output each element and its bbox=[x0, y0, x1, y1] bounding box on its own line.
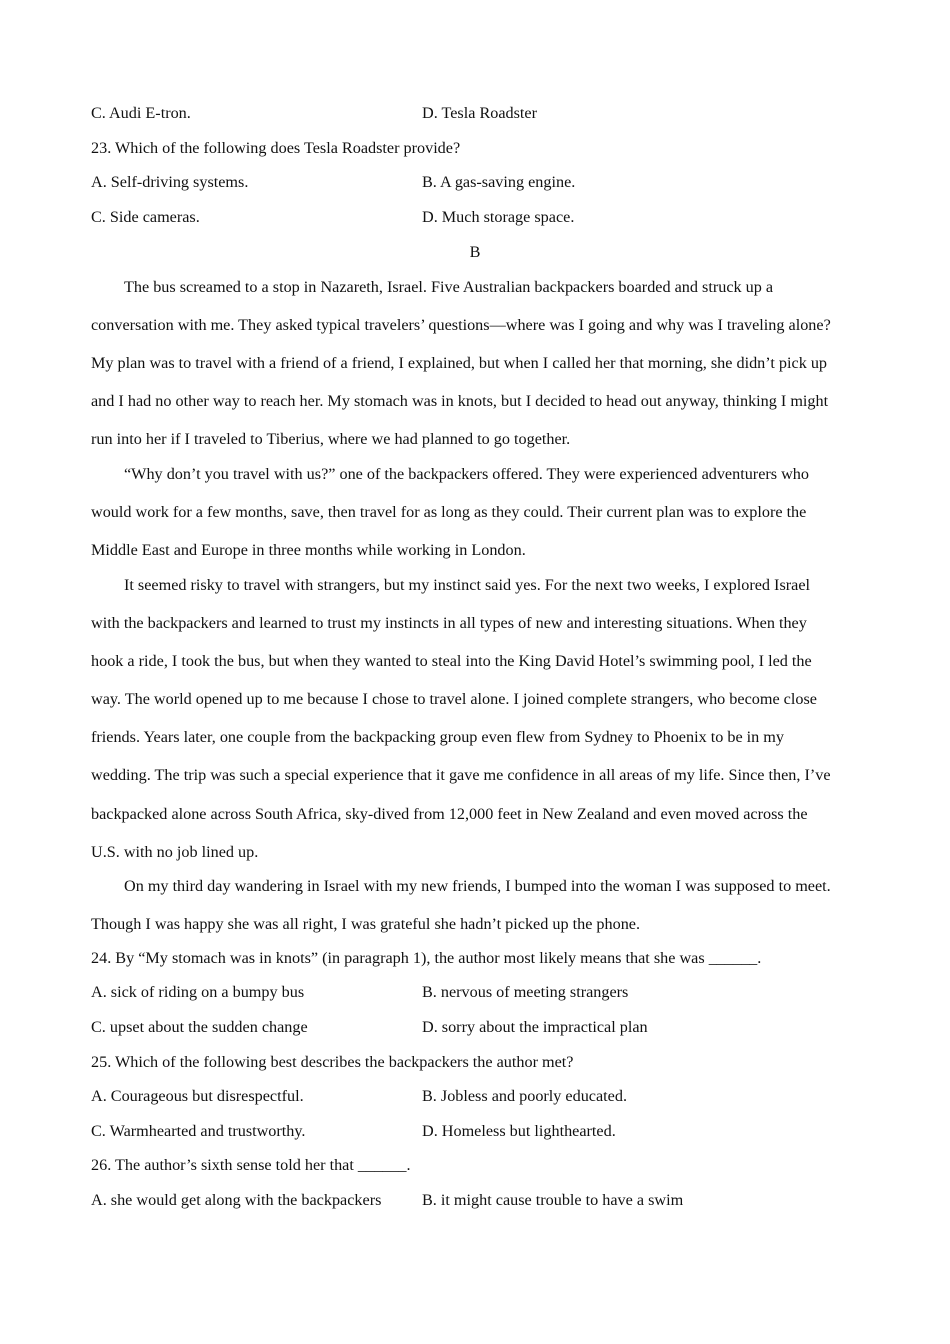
passage-line: conversation with me. They asked typical travelers’ questions—where was I going and why was I traveling alone? bbox=[91, 316, 831, 335]
q26-option-a: A. she would get along with the backpackers bbox=[91, 1191, 382, 1209]
q26-stem: 26. The author’s sixth sense told her that ______. bbox=[91, 1156, 411, 1174]
q24-option-d: D. sorry about the impractical plan bbox=[422, 1018, 648, 1036]
q24-option-b: B. nervous of meeting strangers bbox=[422, 983, 629, 1001]
q25-option-a: A. Courageous but disrespectful. bbox=[91, 1087, 304, 1105]
q24-option-a: A. sick of riding on a bumpy bus bbox=[91, 983, 305, 1001]
passage-line: It seemed risky to travel with strangers, but my instinct said yes. For the next two weeks, I explored Israel bbox=[124, 576, 811, 594]
q25-stem: 25. Which of the following best describes the backpackers the author met? bbox=[91, 1053, 574, 1071]
passage-line: and I had no other way to reach her. My stomach was in knots, but I decided to head out anyway, thinking I might bbox=[91, 392, 829, 411]
passage-paragraph-3 bbox=[91, 566, 861, 871]
passage-line: The bus screamed to a stop in Nazareth, Israel. Five Australian backpackers boarded and struck up a bbox=[124, 278, 774, 296]
q23-stem: 23. Which of the following does Tesla Roadster provide? bbox=[91, 139, 461, 157]
passage-line: U.S. with no job lined up. bbox=[91, 842, 259, 861]
q22-option-d: D. Tesla Roadster bbox=[422, 104, 538, 122]
q25-option-d: D. Homeless but lighthearted. bbox=[422, 1122, 616, 1140]
q23-option-b: B. A gas-saving engine. bbox=[422, 173, 576, 191]
passage-line: hook a ride, I took the bus, but when they wanted to steal into the King David Hotel’s swimming pool, I led the bbox=[91, 652, 812, 671]
passage-line: would work for a few months, save, then travel for as long as they could. Their current plan was to explore the bbox=[91, 503, 807, 522]
passage-line: wedding. The trip was such a special experience that it gave me confidence in all areas of my life. Since then, I’ve bbox=[91, 766, 831, 785]
section-heading: B bbox=[469, 243, 481, 261]
passage-line: My plan was to travel with a friend of a friend, I explained, but when I called her that morning, she didn’t pick up bbox=[91, 354, 828, 373]
passage-line: way. The world opened up to me because I chose to travel alone. I joined complete strangers, who become close bbox=[91, 690, 817, 709]
q23-option-c: C. Side cameras. bbox=[91, 208, 200, 226]
passage-line: Middle East and Europe in three months while working in London. bbox=[91, 541, 526, 560]
passage-line: with the backpackers and learned to trust my instincts in all types of new and interesting situations. When they bbox=[91, 614, 807, 633]
passage-line: friends. Years later, one couple from the backpacking group even flew from Sydney to Phoenix to be in my bbox=[91, 728, 784, 747]
q24-stem: 24. By “My stomach was in knots” (in paragraph 1), the author most likely means that she was ______. bbox=[91, 949, 762, 967]
q25-option-c: C. Warmhearted and trustworthy. bbox=[91, 1122, 306, 1140]
passage-line: backpacked alone across South Africa, sky-dived from 12,000 feet in New Zealand and even moved across the bbox=[91, 804, 808, 823]
passage-paragraph-2 bbox=[91, 455, 861, 569]
q22-option-c: C. Audi E-tron. bbox=[91, 104, 191, 122]
passage-paragraph-4 bbox=[91, 867, 861, 943]
passage-line: “Why don’t you travel with us?” one of the backpackers offered. They were experienced adventurers who bbox=[124, 465, 809, 483]
q24-option-c: C. upset about the sudden change bbox=[91, 1018, 308, 1036]
passage-line: On my third day wandering in Israel with my new friends, I bumped into the woman I was supposed to meet. bbox=[124, 877, 831, 895]
q25-option-b: B. Jobless and poorly educated. bbox=[422, 1087, 627, 1105]
q23-option-a: A. Self-driving systems. bbox=[91, 173, 249, 191]
passage-paragraph-1 bbox=[91, 268, 861, 458]
passage-line: Though I was happy she was all right, I was grateful she hadn’t picked up the phone. bbox=[91, 915, 641, 934]
q23-option-d: D. Much storage space. bbox=[422, 208, 575, 226]
q26-option-b: B. it might cause trouble to have a swim bbox=[422, 1191, 684, 1209]
passage-line: run into her if I traveled to Tiberius, where we had planned to go together. bbox=[91, 430, 571, 449]
